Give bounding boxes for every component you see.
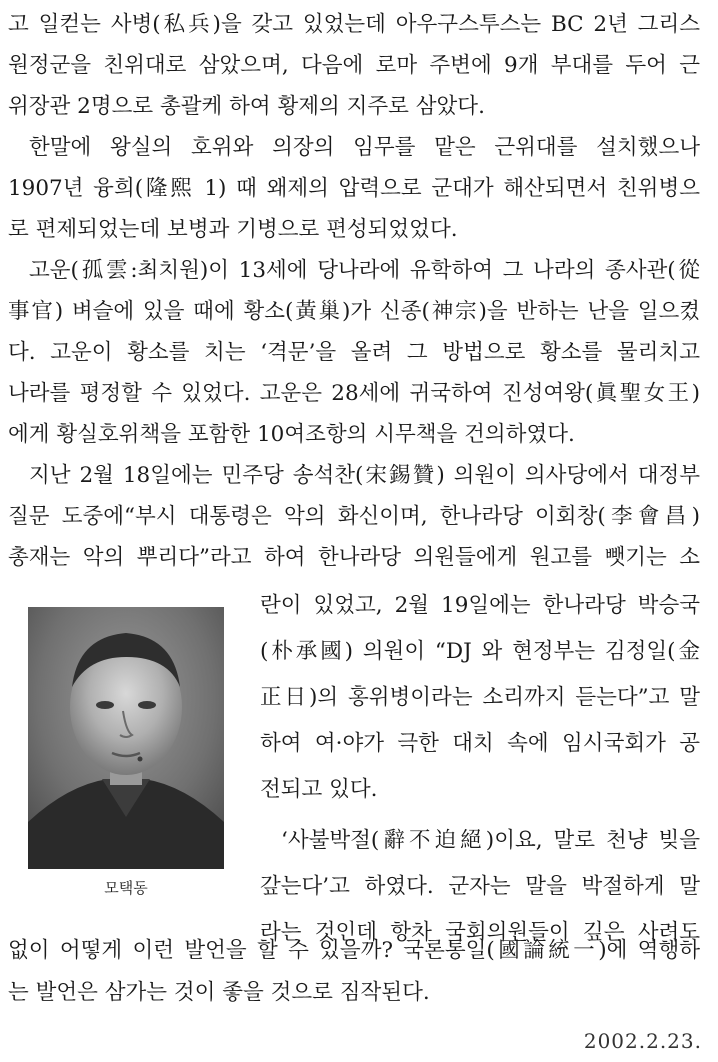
text-line: 다. 고운이 황소를 치는 ‘격문’을 올려 그 방법으로 황소를 물리치고: [8, 340, 700, 365]
text-line: 나라를 평정할 수 있었다. 고운은 28세에 귀국하여 진성여왕(眞聖女王): [8, 381, 700, 406]
text-line: 에게 황실호위책을 포함한 10여조항의 시무책을 건의하였다.: [8, 422, 575, 447]
text-line: 1907년 융희(隆熙 1) 때 왜제의 압력으로 군대가 해산되면서 친위병으: [8, 176, 700, 201]
text-line: 는 발언은 삼가는 것이 좋을 것으로 짐작된다.: [8, 980, 430, 1005]
text-line: 正日)의 홍위병이라는 소리까지 듣는다”고 말: [260, 685, 700, 710]
text-line: 로 편제되었는데 보병과 기병으로 편성되었었다.: [8, 217, 458, 242]
text-line: 란이 있었고, 2월 19일에는 한나라당 박승국: [260, 593, 700, 618]
text-line: 라는 것인데 항차 국회의원들이 깊은 사려도: [260, 920, 700, 945]
portrait-image: [28, 607, 224, 869]
text-line: 원정군을 친위대로 삼았으며, 다음에 로마 주변에 9개 부대를 두어 근: [8, 53, 700, 78]
text-line: 없이 어떻게 이런 발언을 할 수 있을까? 국론통일(國論統一)에 역행하: [8, 938, 700, 963]
text-line: 한말에 왕실의 호위와 의장의 임무를 맡은 근위대를 설치했으나: [29, 135, 700, 160]
text-line: 고 일컫는 사병(私兵)을 갖고 있었는데 아우구스투스는 BC 2년 그리스: [8, 12, 700, 37]
text-line: 전되고 있다.: [260, 777, 378, 802]
document-date: 2002.2.23.: [583, 1029, 702, 1053]
text-line: ‘사불박절(辭不迫絕)이요, 말로 천냥 빚을: [281, 828, 700, 853]
text-line: 하여 여·야가 극한 대치 속에 임시국회가 공: [260, 731, 700, 756]
text-line: 事官) 벼슬에 있을 때에 황소(黃巢)가 신종(神宗)을 반하는 난을 일으켰: [8, 299, 700, 324]
text-line: 총재는 악의 뿌리다”라고 하여 한나라당 의원들에게 원고를 뺏기는 소: [8, 545, 700, 570]
text-line: 위장관 2명으로 총괄케 하여 황제의 지주로 삼았다.: [8, 94, 485, 119]
text-line: 질문 도중에“부시 대통령은 악의 화신이며, 한나라당 이회창(李會昌): [8, 504, 700, 529]
portrait-photo: [28, 607, 224, 869]
text-line: 고운(孤雲:최치원)이 13세에 당나라에 유학하여 그 나라의 종사관(從: [29, 258, 700, 283]
photo-caption: 모택동: [104, 879, 148, 897]
text-line: 지난 2월 18일에는 민주당 송석찬(宋錫贊) 의원이 의사당에서 대정부: [29, 463, 700, 488]
text-line: 갚는다’고 하였다. 군자는 말을 박절하게 말: [260, 874, 700, 899]
text-line: (朴承國) 의원이 “DJ 와 현정부는 김정일(金: [260, 639, 700, 664]
